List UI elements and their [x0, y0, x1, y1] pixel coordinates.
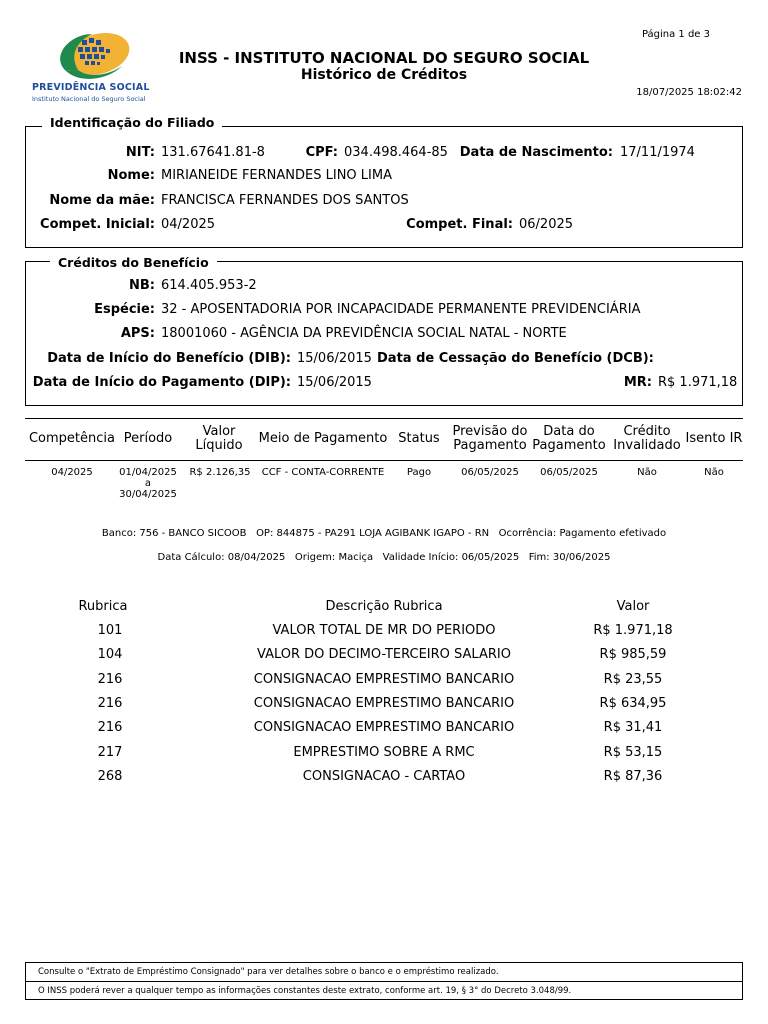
cell-meio: CCF - CONTA-CORRENTE: [261, 467, 385, 478]
dib-label: Data de Início do Benefício (DIB):: [47, 351, 291, 366]
compet-inicial-label: Compet. Inicial:: [40, 217, 155, 232]
table-header-rule: [25, 460, 743, 461]
page-number: Página 1 de 3: [641, 29, 710, 40]
rubrica-value: R$ 23,55: [603, 671, 663, 687]
rubrica-code: 104: [97, 647, 123, 663]
col-credito-line2: Invalidado: [613, 438, 681, 453]
cell-previsao: 06/05/2025: [461, 467, 519, 478]
col-competencia: Competência: [28, 431, 115, 446]
rubrica-value: R$ 53,15: [603, 744, 663, 760]
rubrica-description: CONSIGNACAO EMPRESTIMO BANCARIO: [253, 695, 515, 711]
dib-value: 15/06/2015: [297, 351, 372, 366]
dip-value: 15/06/2015: [297, 375, 372, 390]
especie-value: 32 - APOSENTADORIA POR INCAPACIDADE PERMANENTE PREVIDENCIÁRIA: [161, 302, 641, 317]
cell-valor: R$ 2.126,35: [189, 467, 251, 478]
rubrica-description: EMPRESTIMO SOBRE A RMC: [293, 744, 475, 760]
col-previsao-line1: Previsão do: [452, 424, 528, 439]
col-valor: [186, 425, 252, 453]
rubrica-code: 217: [97, 744, 123, 760]
rubrica-description: CONSIGNACAO EMPRESTIMO BANCARIO: [253, 720, 515, 736]
cell-periodo: [112, 467, 184, 500]
name-label: Nome:: [107, 168, 155, 183]
nb-value: 614.405.953-2: [161, 278, 257, 293]
aps-label: APS:: [120, 326, 155, 341]
rubrica-header-desc: Descrição Rubrica: [325, 599, 443, 614]
logo-name: PREVIDÊNCIA SOCIAL: [32, 82, 150, 93]
document-subtitle: Histórico de Créditos: [300, 67, 468, 83]
rubrica-value: R$ 634,95: [599, 695, 667, 711]
col-previsao: [450, 425, 530, 453]
compet-final-label: Compet. Final:: [406, 217, 513, 232]
dcb-label: Data de Cessação do Benefício (DCB):: [377, 351, 654, 366]
rubrica-value: R$ 985,59: [599, 647, 667, 663]
name-value: MIRIANEIDE FERNANDES LINO LIMA: [161, 168, 392, 183]
col-status: Status: [398, 431, 440, 446]
cell-periodo-end: 30/04/2025: [119, 489, 177, 500]
cell-credito: Não: [637, 467, 657, 478]
mother-name-label: Nome da mãe:: [49, 193, 155, 208]
cell-isento: Não: [704, 467, 724, 478]
rubrica-description: CONSIGNACAO EMPRESTIMO BANCARIO: [253, 671, 515, 687]
document-title: INSS - INSTITUTO NACIONAL DO SEGURO SOCIAL: [178, 49, 590, 67]
rubrica-code: 216: [97, 695, 123, 711]
rubrica-header-valor: Valor: [616, 599, 650, 614]
beneficio-legend: Créditos do Benefício: [50, 255, 217, 270]
cell-competencia: 04/2025: [51, 467, 93, 478]
payment-calc-info: Data Cálculo: 08/04/2025 Origem: Maciça Validade Início: 06/05/2025 Fim: 30/06/2025: [157, 552, 611, 563]
nit-label: NIT:: [125, 145, 155, 160]
rubrica-value: R$ 87,36: [603, 768, 663, 784]
mother-name-value: FRANCISCA FERNANDES DOS SANTOS: [161, 193, 409, 208]
rubrica-value: R$ 31,41: [603, 720, 663, 736]
cell-data-pagamento: 06/05/2025: [540, 467, 598, 478]
birthdate-label: Data de Nascimento:: [459, 145, 613, 160]
col-isento-ir: Isento IR: [685, 431, 743, 446]
cell-periodo-sep: a: [144, 478, 152, 489]
rubrica-code: 101: [97, 623, 123, 638]
logo-subtitle: Instituto Nacional do Seguro Social: [32, 95, 146, 103]
rubrica-code: 216: [97, 671, 123, 687]
col-meio-pagamento: Meio de Pagamento: [258, 431, 388, 446]
dip-label: Data de Início do Pagamento (DIP):: [32, 375, 291, 390]
rubrica-header-code: Rubrica: [78, 599, 128, 614]
footer-notes: [25, 962, 743, 1000]
birthdate-value: 17/11/1974: [620, 145, 695, 160]
emission-datetime: 18/07/2025 18:02:42: [636, 87, 742, 98]
mr-label: MR:: [623, 375, 652, 390]
col-data-line1: Data do: [543, 424, 595, 439]
rubrica-code: 268: [97, 768, 123, 784]
footer-note-legal: O INSS poderá rever a qualquer tempo as informações constantes deste extrato, conforme art. 19, § 3° do Decreto 3.048/99.: [26, 981, 742, 999]
col-credito-invalidado: [610, 425, 684, 453]
cpf-value: 034.498.464-85: [344, 145, 448, 160]
rubrica-description: VALOR TOTAL DE MR DO PERIODO: [272, 623, 496, 638]
rubrica-description: VALOR DO DECIMO-TERCEIRO SALARIO: [257, 647, 511, 663]
table-top-rule: [25, 418, 743, 419]
cell-periodo-start: 01/04/2025: [119, 467, 177, 478]
compet-inicial-value: 04/2025: [161, 217, 216, 232]
compet-final-value: 06/2025: [519, 217, 574, 232]
mr-value: R$ 1.971,18: [658, 375, 738, 390]
footer-note-consignado: Consulte o "Extrato de Empréstimo Consignado" para ver detalhes sobre o banco e o empréstimo realizado.: [38, 967, 499, 977]
col-valor-line2: Líquido: [195, 438, 243, 453]
filiado-legend: Identificação do Filiado: [42, 115, 222, 130]
nb-label: NB:: [129, 278, 155, 293]
col-valor-line1: Valor: [202, 424, 236, 439]
col-credito-line1: Crédito: [623, 424, 671, 439]
especie-label: Espécie:: [94, 302, 155, 317]
col-data-pagamento: [530, 425, 608, 453]
col-data-line2: Pagamento: [532, 438, 606, 453]
col-periodo: Período: [123, 431, 173, 446]
rubrica-description: CONSIGNACAO - CARTAO: [302, 768, 466, 784]
cell-status: Pago: [406, 467, 432, 478]
col-previsao-line2: Pagamento: [453, 438, 527, 453]
aps-value: 18001060 - AGÊNCIA DA PREVIDÊNCIA SOCIAL NATAL - NORTE: [161, 326, 567, 341]
nit-value: 131.67641.81-8: [161, 145, 265, 160]
rubrica-code: 216: [97, 720, 123, 736]
cpf-label: CPF:: [305, 145, 338, 160]
payment-bank-info: Banco: 756 - BANCO SICOOB OP: 844875 - PA291 LOJA AGIBANK IGAPO - RN Ocorrência: Pagamento efetivado: [101, 528, 667, 539]
rubrica-value: R$ 1.971,18: [593, 623, 673, 638]
